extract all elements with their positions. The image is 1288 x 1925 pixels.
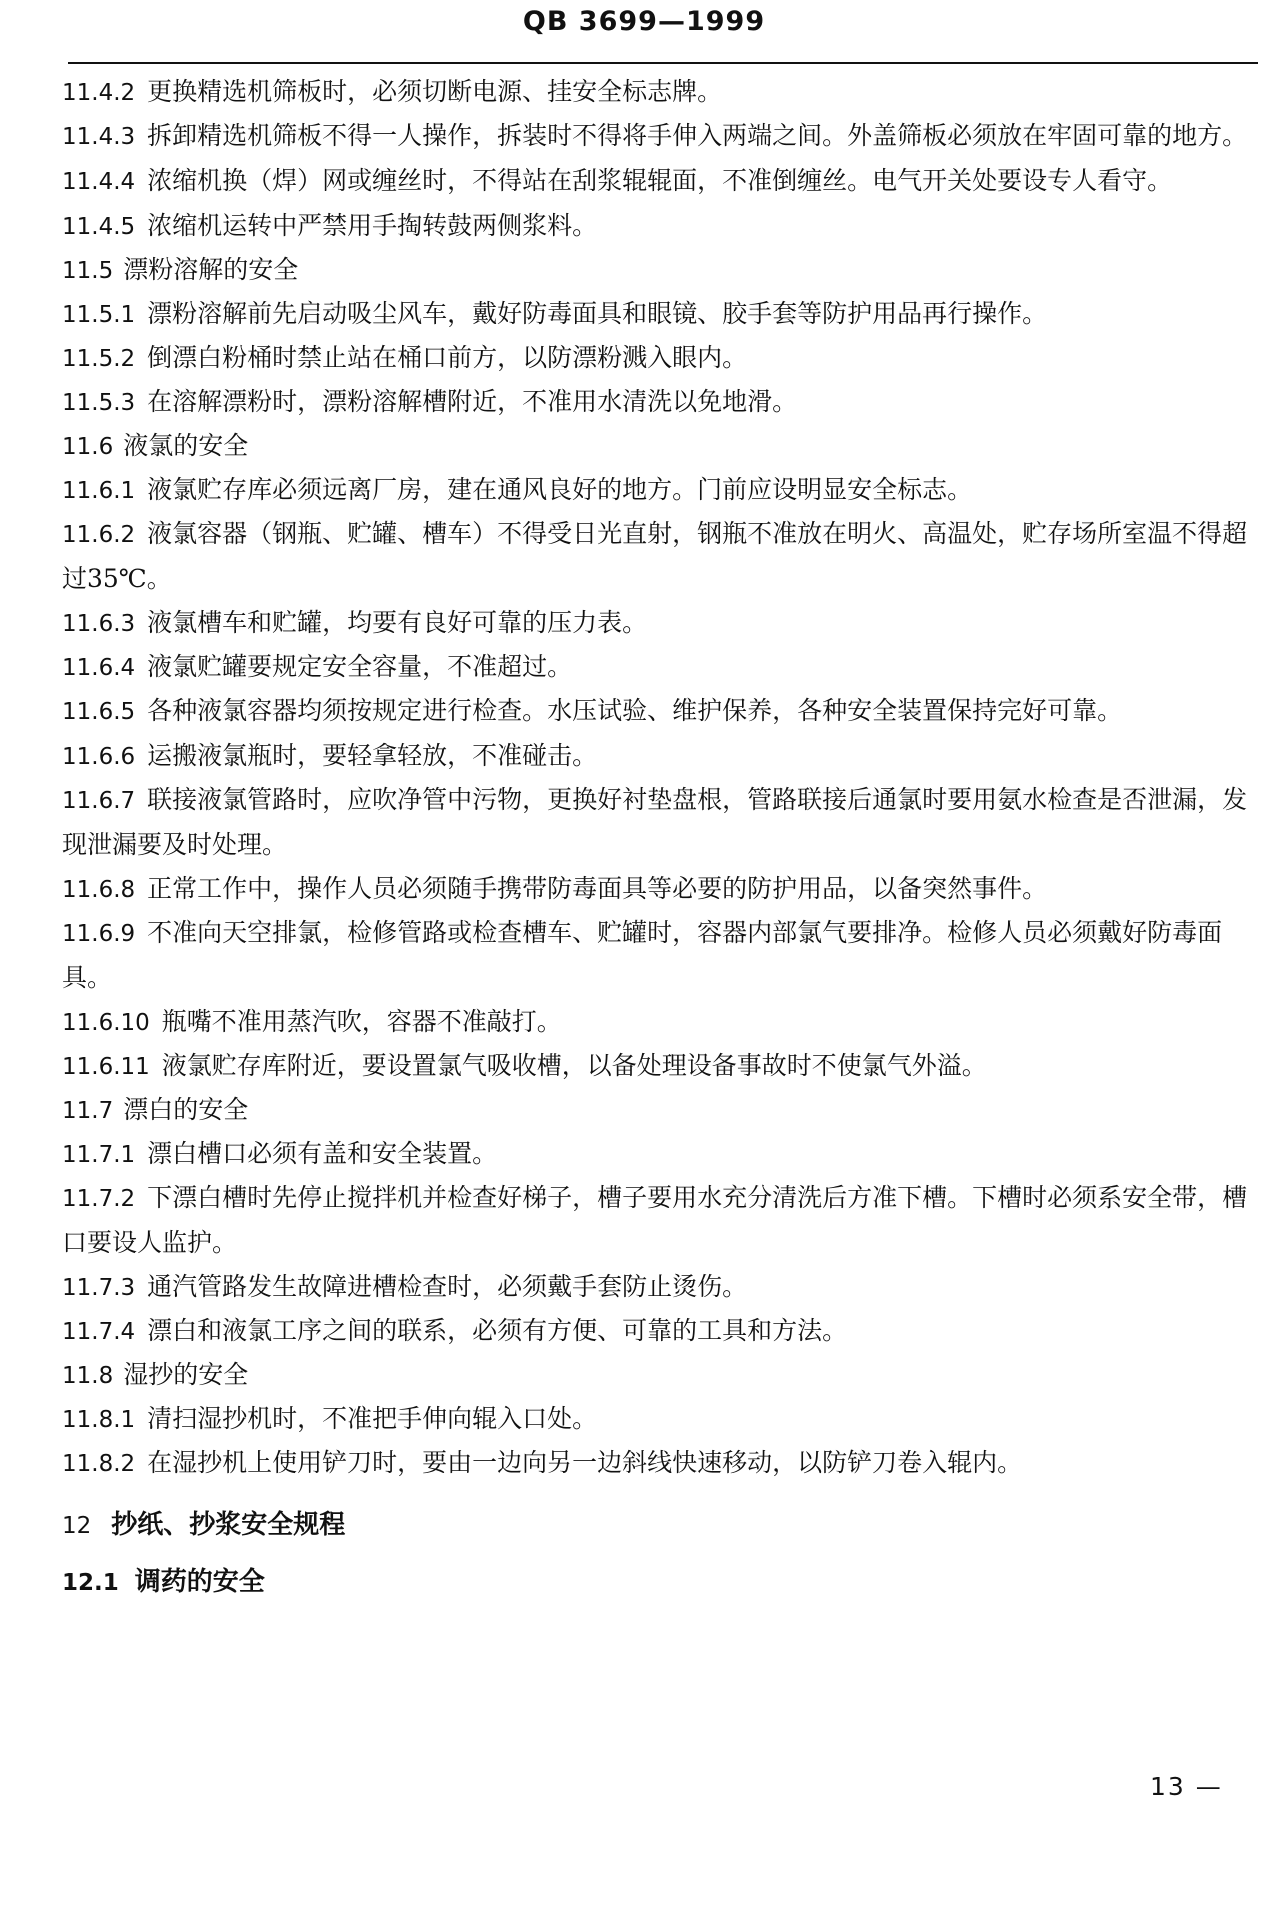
clause-text: 通汽管路发生故障进槽检查时，必须戴手套防止烫伤。 (147, 1272, 748, 1301)
clause-11-6-8 (62, 867, 1258, 911)
clause-text: 在溶解漂粉时，漂粉溶解槽附近，不准用水清洗以免地滑。 (147, 387, 798, 416)
clause-11-6-9 (62, 911, 1258, 1000)
section-number: 11.6 (62, 434, 114, 460)
chapter-12-heading (62, 1503, 1258, 1548)
clause-text: 液氯槽车和贮罐，均要有良好可靠的压力表。 (147, 608, 648, 637)
clause-11-6-7 (62, 778, 1258, 867)
clause-text: 各种液氯容器均须按规定进行检查。水压试验、维护保养，各种安全装置保持完好可靠。 (147, 696, 1123, 725)
clause-number: 11.4.4 (62, 169, 136, 195)
clause-number: 11.7.1 (62, 1142, 136, 1168)
clause-11-6-5 (62, 689, 1258, 734)
section-title: 漂白的安全 (123, 1095, 249, 1124)
clause-11-7-3 (62, 1265, 1258, 1309)
clause-11-4-3 (62, 114, 1258, 159)
clause-11-6-6 (62, 734, 1258, 778)
clause-number: 11.6.7 (62, 788, 136, 814)
clause-text: 清扫湿抄机时，不准把手伸向辊入口处。 (147, 1404, 598, 1433)
clause-number: 11.6.5 (62, 699, 136, 725)
clause-11-4-2 (62, 70, 1258, 114)
clause-11-8-1 (62, 1397, 1258, 1441)
section-11-7 (62, 1088, 1258, 1132)
section-11-8 (62, 1353, 1258, 1397)
section-number: 11.8 (62, 1363, 114, 1389)
document-body (62, 70, 1258, 1605)
chapter-title: 抄纸、抄浆安全规程 (111, 1510, 346, 1540)
clause-text: 瓶嘴不准用蒸汽吹，容器不准敲打。 (161, 1007, 562, 1036)
section-12-1-heading (62, 1560, 1258, 1605)
section-number: 11.5 (62, 258, 114, 284)
clause-text: 拆卸精选机筛板不得一人操作，拆装时不得将手伸入两端之间。外盖筛板必须放在牢固可靠的地方。 (147, 121, 1248, 150)
clause-11-6-2 (62, 512, 1258, 601)
clause-number: 11.6.3 (62, 611, 136, 637)
clause-text: 液氯贮存库必须远离厂房，建在通风良好的地方。门前应设明显安全标志。 (147, 475, 973, 504)
clause-11-6-10 (62, 1000, 1258, 1044)
section-number: 12.1 (62, 1570, 119, 1596)
clause-11-5-3 (62, 380, 1258, 424)
clause-11-7-4 (62, 1309, 1258, 1353)
clause-text: 联接液氯管路时，应吹净管中污物，更换好衬垫盘根，管路联接后通氯时要用氨水检查是否泄漏，发现泄漏要及时处理。 (62, 785, 1248, 859)
section-number: 11.7 (62, 1098, 114, 1124)
clause-number: 11.6.2 (62, 522, 136, 548)
clause-text: 更换精选机筛板时，必须切断电源、挂安全标志牌。 (147, 77, 723, 106)
section-11-6 (62, 424, 1258, 468)
clause-number: 11.6.9 (62, 921, 136, 947)
clause-text: 浓缩机运转中严禁用手掏转鼓两侧浆料。 (147, 211, 598, 240)
clause-text: 液氯贮罐要规定安全容量，不准超过。 (147, 652, 573, 681)
clause-11-7-1 (62, 1132, 1258, 1176)
clause-number: 11.7.3 (62, 1275, 136, 1301)
clause-text: 液氯容器（钢瓶、贮罐、槽车）不得受日光直射，钢瓶不准放在明火、高温处，贮存场所室温不得超过35℃。 (62, 519, 1248, 593)
clause-number: 11.6.8 (62, 877, 136, 903)
clause-number: 11.5.3 (62, 390, 136, 416)
clause-text: 漂白和液氯工序之间的联系，必须有方便、可靠的工具和方法。 (147, 1316, 848, 1345)
clause-text: 下漂白槽时先停止搅拌机并检查好梯子，槽子要用水充分清洗后方准下槽。下槽时必须系安全带，槽口要设人监护。 (62, 1183, 1248, 1257)
clause-11-8-2 (62, 1441, 1258, 1485)
clause-11-5-1 (62, 292, 1258, 336)
clause-11-5-2 (62, 336, 1258, 380)
clause-number: 11.4.3 (62, 124, 136, 150)
clause-text: 倒漂白粉桶时禁止站在桶口前方，以防漂粉溅入眼内。 (147, 343, 748, 372)
section-11-5 (62, 248, 1258, 292)
clause-11-7-2 (62, 1176, 1258, 1265)
clause-11-4-4 (62, 159, 1258, 204)
clause-number: 11.6.11 (62, 1054, 150, 1080)
clause-number: 11.5.1 (62, 302, 136, 328)
clause-number: 11.4.2 (62, 80, 136, 106)
section-title: 漂粉溶解的安全 (123, 255, 299, 284)
clause-text: 不准向天空排氯，检修管路或检查槽车、贮罐时，容器内部氯气要排净。检修人员必须戴好防毒面具。 (62, 918, 1223, 992)
clause-number: 11.7.4 (62, 1319, 136, 1345)
clause-number: 11.8.2 (62, 1451, 136, 1477)
chapter-number: 12 (62, 1513, 92, 1539)
page-number: 13 — (1150, 1772, 1223, 1801)
clause-number: 11.6.6 (62, 744, 136, 770)
clause-number: 11.7.2 (62, 1186, 136, 1212)
clause-text: 运搬液氯瓶时，要轻拿轻放，不准碰击。 (147, 741, 598, 770)
clause-11-6-3 (62, 601, 1258, 645)
clause-number: 11.4.5 (62, 214, 136, 240)
clause-text: 液氯贮存库附近，要设置氯气吸收槽，以备处理设备事故时不使氯气外溢。 (161, 1051, 987, 1080)
clause-number: 11.5.2 (62, 346, 136, 372)
clause-11-6-4 (62, 645, 1258, 689)
clause-11-6-1 (62, 468, 1258, 512)
clause-number: 11.6.10 (62, 1010, 150, 1036)
clause-text: 正常工作中，操作人员必须随手携带防毒面具等必要的防护用品，以备突然事件。 (147, 874, 1048, 903)
clause-11-6-11 (62, 1044, 1258, 1088)
clause-number: 11.6.1 (62, 478, 136, 504)
section-title: 液氯的安全 (123, 431, 249, 460)
clause-text: 浓缩机换（焊）网或缠丝时，不得站在刮浆辊辊面，不准倒缠丝。电气开关处要设专人看守。 (147, 166, 1173, 195)
clause-text: 在湿抄机上使用铲刀时，要由一边向另一边斜线快速移动，以防铲刀卷入辊内。 (147, 1448, 1023, 1477)
standard-code-header: QB 3699—1999 (522, 6, 766, 37)
section-title: 调药的安全 (134, 1567, 265, 1597)
clause-number: 11.6.4 (62, 655, 136, 681)
clause-11-4-5 (62, 204, 1258, 248)
section-title: 湿抄的安全 (123, 1360, 249, 1389)
clause-number: 11.8.1 (62, 1407, 136, 1433)
clause-text: 漂白槽口必须有盖和安全装置。 (147, 1139, 498, 1168)
header-rule (68, 62, 1258, 64)
clause-text: 漂粉溶解前先启动吸尘风车，戴好防毒面具和眼镜、胶手套等防护用品再行操作。 (147, 299, 1048, 328)
